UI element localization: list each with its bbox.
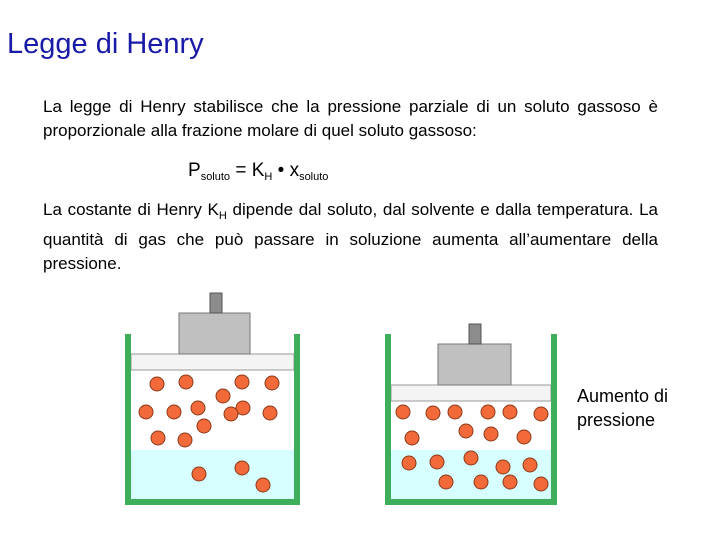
gas-particle-icon	[534, 477, 548, 491]
liquid-1	[131, 450, 294, 499]
formula-dot: •	[272, 160, 290, 181]
gas-particle-icon	[484, 427, 498, 441]
gas-particle-icon	[235, 375, 249, 389]
beaker-2-left-wall	[385, 334, 391, 505]
beaker-1-left-wall	[125, 334, 131, 505]
gas-particle-icon	[235, 461, 249, 475]
gas-particle-icon	[197, 419, 211, 433]
formula-equals: =	[230, 160, 252, 181]
gas-particle-icon	[523, 458, 537, 472]
gas-particle-icon	[481, 405, 495, 419]
gas-particle-icon	[151, 431, 165, 445]
piston-2-icon	[438, 344, 511, 385]
gas-particle-icon	[402, 456, 416, 470]
gas-particle-icon	[503, 475, 517, 489]
gas-particle-icon	[179, 375, 193, 389]
gas-particle-icon	[396, 405, 410, 419]
gas-particle-icon	[139, 405, 153, 419]
slide-title: Legge di Henry	[7, 28, 204, 60]
gas-particle-icon	[191, 401, 205, 415]
gas-particle-icon	[178, 433, 192, 447]
caption-line-1: Aumento di	[577, 386, 669, 406]
gas-particle-icon	[150, 377, 164, 391]
beaker-1-bottom	[125, 499, 300, 505]
beaker-2-right-wall	[551, 334, 557, 505]
gas-particle-icon	[534, 407, 548, 421]
gas-particle-icon	[224, 407, 238, 421]
gas-particle-icon	[430, 455, 444, 469]
caption-line-2: pressione	[577, 410, 656, 430]
beaker-high-pressure-icon	[385, 324, 557, 505]
description-k-subscript: H	[218, 210, 227, 222]
gas-particle-icon	[503, 405, 517, 419]
gas-particle-icon	[464, 451, 478, 465]
formula-x-subscript: soluto	[299, 171, 329, 183]
beaker-low-pressure-icon	[125, 293, 300, 505]
formula-k: K	[251, 160, 265, 181]
formula-k-subscript: H	[264, 171, 273, 183]
formula-p: P	[188, 160, 201, 181]
gas-particle-icon	[265, 376, 279, 390]
formula-p-subscript: soluto	[200, 171, 231, 183]
gas-particle-icon	[405, 431, 419, 445]
gas-particle-icon	[496, 460, 510, 474]
gas-particle-icon	[474, 475, 488, 489]
piston-plate-1	[131, 354, 294, 370]
piston-1-icon	[179, 313, 250, 354]
piston-plate-2	[391, 385, 551, 401]
gas-particle-icon	[256, 478, 270, 492]
gas-particle-icon	[517, 430, 531, 444]
gas-particle-icon	[459, 424, 473, 438]
gas-particle-icon	[216, 389, 230, 403]
henry-law-definition: La legge di Henry stabilisce che la pressione parziale di un soluto gassoso è proporzionale alla frazione molare di quel soluto gassoso:	[43, 97, 658, 140]
gas-particle-icon	[192, 467, 206, 481]
gas-particle-icon	[439, 475, 453, 489]
gas-particle-icon	[263, 406, 277, 420]
beaker-2-bottom	[385, 499, 557, 505]
description-start: La costante di Henry K	[43, 200, 219, 219]
beaker-1-right-wall	[294, 334, 300, 505]
piston-stem-2	[469, 324, 481, 344]
gas-particle-icon	[167, 405, 181, 419]
description-end: dipende dal soluto, dal solvente e dalla temperatura. La quantità di gas che può passare in soluzione aumenta all’aumentare della pressione.	[43, 200, 659, 273]
piston-stem-1	[210, 293, 222, 313]
pressure-increase-caption	[577, 384, 668, 432]
gas-particle-icon	[448, 405, 462, 419]
gas-particle-icon	[426, 406, 440, 420]
formula-x: x	[289, 160, 300, 181]
